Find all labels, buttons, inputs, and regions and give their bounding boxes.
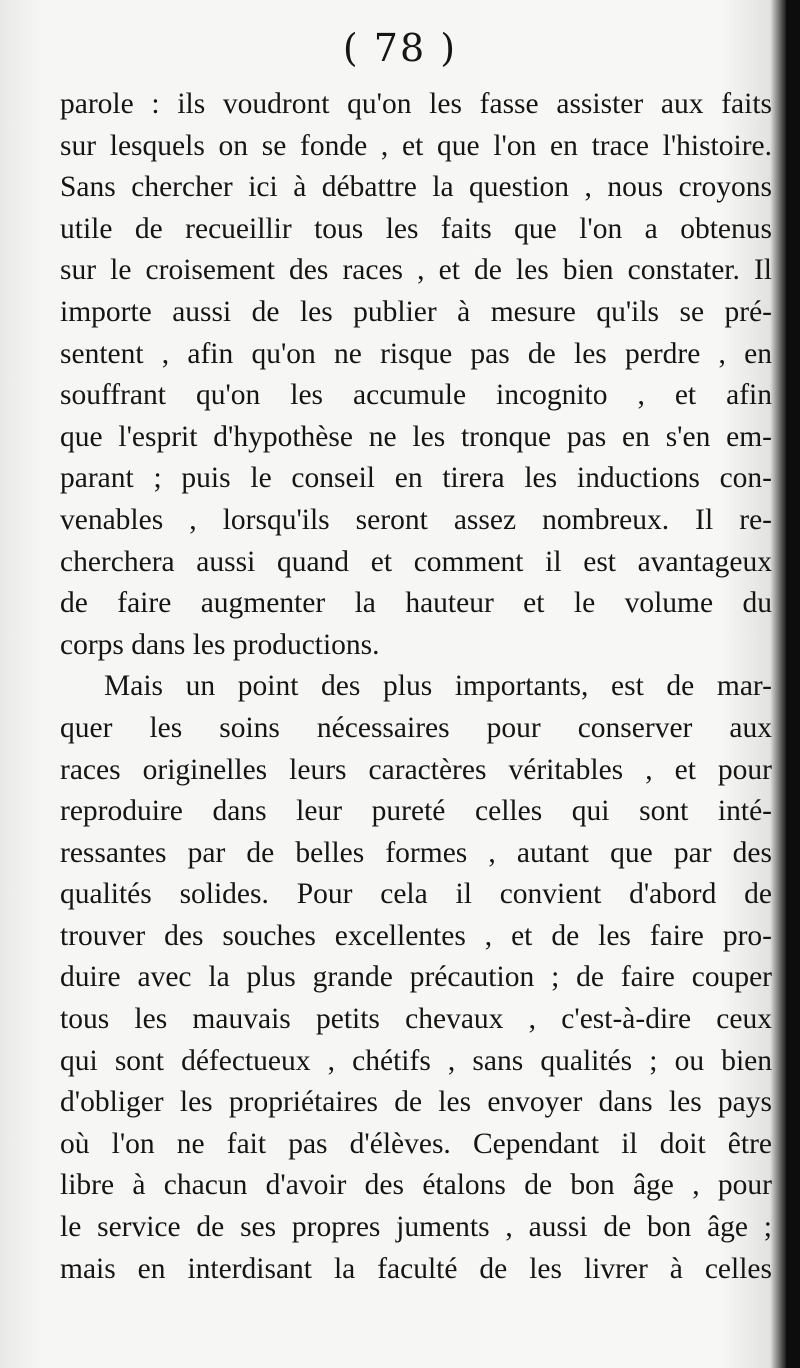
text-line: sur le croisement des races , et de les bien constater. Il — [60, 254, 772, 287]
text-line: Sans chercher ici à débattre la question , nous croyons — [60, 171, 772, 204]
paragraph-2 — [60, 666, 772, 1290]
text-line: le service de ses propres juments , aussi de bon âge ; — [60, 1211, 772, 1244]
text-line: où l'on ne fait pas d'élèves. Cependant il doit être — [60, 1127, 772, 1160]
text-line: tous les mauvais petits chevaux , c'est-à-dire ceux — [60, 1003, 772, 1036]
text-line: cherchera aussi quand et comment il est avantageux — [60, 545, 772, 578]
text-line: reproduire dans leur pureté celles qui sont inté- — [60, 795, 772, 828]
page-number: ( 78 ) — [342, 26, 458, 70]
text-line: de faire augmenter la hauteur et le volume du — [60, 587, 772, 620]
text-line: mais en interdisant la faculté de les livrer à celles — [60, 1252, 772, 1285]
text-line: Mais un point des plus importants, est de mar- — [104, 670, 772, 703]
page-edge-shadow — [786, 0, 800, 1368]
text-line: ressantes par de belles formes , autant que par des — [60, 836, 772, 869]
text-line: sur lesquels on se fonde , et que l'on en trace l'histoire. — [60, 129, 772, 162]
text-line: races originelles leurs caractères véritables , et pour — [60, 753, 772, 786]
text-line: duire avec la plus grande précaution ; de faire couper — [60, 961, 772, 994]
paragraph-1 — [60, 84, 772, 666]
text-line: que l'esprit d'hypothèse ne les tronque pas en s'en em- — [60, 420, 772, 453]
text-line: parole : ils voudront qu'on les fasse assister aux faits — [60, 88, 772, 120]
text-line: trouver des souches excellentes , et de les faire pro- — [60, 919, 772, 952]
text-line: utile de recueillir tous les faits que l'on a obtenus — [60, 212, 772, 245]
text-line: venables , lorsqu'ils seront assez nombreux. Il re- — [60, 503, 772, 536]
text-line: souffrant qu'on les accumule incognito , et afin — [60, 379, 772, 412]
text-line: importe aussi de les publier à mesure qu'ils se pré- — [60, 295, 772, 328]
text-line: libre à chacun d'avoir des étalons de bon âge , pour — [60, 1169, 772, 1202]
text-line: sentent , afin qu'on ne risque pas de les perdre , en — [60, 337, 772, 370]
text-line: corps dans les productions. — [60, 628, 380, 661]
text-line: d'obliger les propriétaires de les envoyer dans les pays — [60, 1086, 772, 1119]
page-text — [60, 84, 772, 1290]
text-line: parant ; puis le conseil en tirera les inductions con- — [60, 462, 772, 495]
text-line: qui sont défectueux , chétifs , sans qualités ; ou bien — [60, 1044, 772, 1077]
text-line: qualités solides. Pour cela il convient d'abord de — [60, 878, 772, 911]
text-line: quer les soins nécessaires pour conserver aux — [60, 711, 772, 744]
